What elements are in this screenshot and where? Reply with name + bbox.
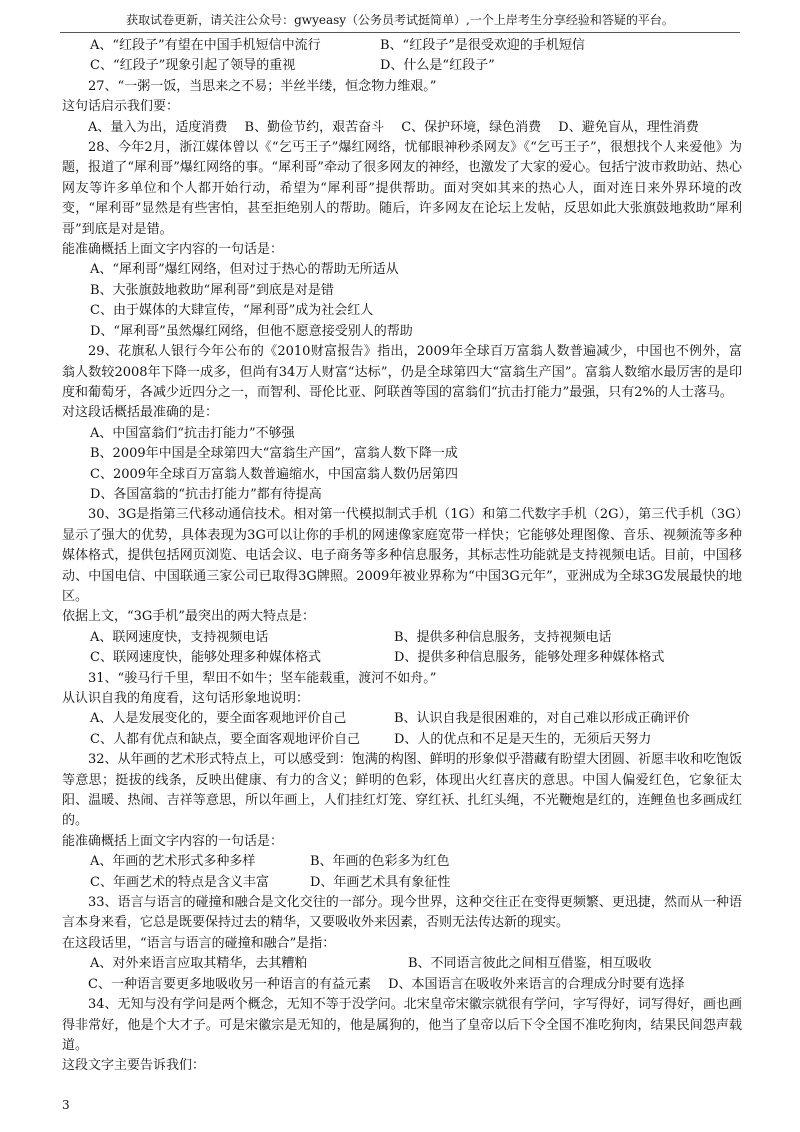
- option-a: A、年画的艺术形式多种多样: [90, 854, 256, 870]
- option-row: [62, 36, 742, 56]
- option-d: D、本国语言在吸收外来语言的合理成分时要有选择: [388, 976, 685, 992]
- option-d: D、提供多种信息服务，能够处理多种媒体格式: [394, 650, 665, 666]
- question-28-stem: 能准确概括上面文字内容的一句话是：: [62, 242, 284, 258]
- question-32: 32、从年画的艺术形式特点上，可以感受到：饱满的构图、鲜明的形象似乎潜藏有盼望大团圆、祈愿丰收和吃饱饭等意思；挺拔的线条，反映出健康、有力的含义；鲜明的色彩，体现出火红喜庆的意思。中国人偏爱红色，它象征太阳、温暖、热闹、吉祥等意思，所以年画上，人们挂红灯笼、穿红袄、扎红头绳，不光鞭炮是红的，连鲤鱼也多画成红的。: [62, 752, 742, 829]
- question-31-stem: 从认识自我的角度看，这句话形象地说明：: [62, 691, 310, 706]
- question-29-stem: 对这段话概括最准确的是：: [62, 405, 219, 421]
- option-a: A、联网速度快，支持视频电话: [90, 629, 269, 645]
- question-33-options-cd: [62, 975, 742, 995]
- question-27-options: A、量入为出，适度消费 B、勤俭节约，艰苦奋斗 C、保护环境，绿色消费 D、避免盲从，理性消费: [88, 119, 699, 135]
- question-32-stem: 能准确概括上面文字内容的一句话是：: [62, 833, 284, 849]
- document-body: [62, 36, 742, 1077]
- option-d: D、各国富翁的“抗击打能力”都有待提高: [90, 486, 322, 502]
- question-30: 30、3G是指第三代移动通信技术。相对第一代模拟制式手机（1G）和第二代数字手机（2G），第三代手机（3G）显示了强大的优势，具体表现为3G可以让你的手机的网速像家庭宽带一样快；它能够处理图像、音乐、视频流等多种媒体格式，提供包括网页浏览、电话会议、电子商务等多种信息服务，其标志性功能就是支持视频电话。目前，中国移动、中国电信、中国联通三家公司已取得3G牌照。2009年被业界称为“中国3G元年”，亚洲成为全球3G发展最快的地区。: [62, 507, 742, 604]
- option-d: D、什么是“红段子”: [380, 58, 495, 74]
- option-a: A、“红段子”有望在中国手机短信中流行: [90, 38, 321, 53]
- option-row: [62, 873, 742, 893]
- option-b: B、年画的色彩多为红色: [310, 854, 450, 870]
- question-31: 31、“骏马行千里，犁田不如牛；坚车能载重，渡河不如舟。”: [88, 670, 437, 686]
- option-c: C、一种语言要更多地吸收另一种语言的有益元素: [88, 976, 371, 992]
- option-d: D、人的优点和不足是天生的，无须后天努力: [394, 731, 652, 747]
- option-row: [62, 709, 742, 729]
- option-row: [62, 852, 742, 872]
- option-c: C、2009年全球百万富翁人数普遍缩水，中国富翁人数仍居第四: [90, 466, 459, 482]
- option-b: B、2009年中国是全球第四大“富翁生产国”，富翁人数下降一成: [90, 446, 458, 462]
- option-row: [62, 648, 742, 668]
- option-b: B、认识自我是很困难的，对自己难以形成正确评价: [394, 711, 690, 727]
- page-header: 获取试卷更新，请关注公众号：gwyeasy（公务员考试挺简单）,一个上岸考生分享经验和答疑的平台。: [60, 10, 740, 33]
- question-33-stem: 在这段话里，“语言与语言的碰撞和融合”是指：: [62, 935, 336, 951]
- option-b: B、不同语言彼此之间相互借鉴，相互吸收: [408, 956, 652, 972]
- option-c: C、“红段子”现象引起了领导的重视: [90, 58, 296, 74]
- option-b: B、“红段子”是很受欢迎的手机短信: [380, 38, 585, 53]
- page-number: 3: [62, 1098, 70, 1112]
- question-34-stem: 这段文字主要告诉我们：: [62, 1058, 206, 1074]
- option-c: C、由于媒体的大肆宣传，“犀利哥”成为社会红人: [90, 303, 374, 319]
- option-c: C、人都有优点和缺点，要全面客观地评价自己: [90, 731, 360, 747]
- option-row: [62, 56, 742, 76]
- option-row: [62, 628, 742, 648]
- question-27-stem: 这句话启示我们要：: [62, 99, 180, 115]
- question-34: 34、无知与没有学问是两个概念，无知不等于没学问。北宋皇帝宋徽宗就很有学问，字写得好，词写得好，画也画得非常好，他是个大才子。可是宋徽宗是无知的，他是属狗的，他当了皇帝以后下令全国不准吃狗肉，结果民间怨声载道。: [62, 997, 742, 1053]
- question-28: 28、今年2月，浙江媒体曾以《“乞丐王子”爆红网络，忧郁眼神秒杀网友》《“乞丐王子”，很想找个人来爱他》为题，报道了“犀利哥”爆红网络的事。“犀利哥”牵动了很多网友的神经，也激发了大家的爱心。包括宁波市救助站、热心网友等许多单位和个人都开始行动，希望为“犀利哥”提供帮助。面对突如其来的热心人，面对连日来外界环境的改变，“犀利哥”显然是有些害怕，甚至拒绝别人的帮助。随后，许多网友在论坛上发帖，反思如此大张旗鼓地救助“犀利哥”到底是对是错。: [62, 140, 742, 237]
- question-33: 33、语言与语言的碰撞和融合是文化交往的一部分。现今世界，这种交往正在变得更频繁、更迅捷，然而从一种语言本身来看，它总是既要保持过去的精华，又要吸收外来因素，否则无法传达新的现实。: [62, 895, 742, 931]
- option-row: [62, 954, 742, 974]
- question-29: 29、花旗私人银行今年公布的《2010财富报告》指出，2009年全球百万富翁人数普遍减少，中国也不例外，富翁人数较2008年下降一成多，但尚有34万人财富“达标”，仍是全球第四大“富翁生产国”。富翁人数缩水最厉害的是印度和葡萄牙，各减少近四分之一，而智利、哥伦比亚、阿联酋等国的富翁们“抗击打能力”最强，只有2%的人士落马。: [62, 344, 742, 400]
- question-30-stem: 依据上文，“3G手机”最突出的两大特点是：: [62, 609, 315, 625]
- option-a: A、中国富翁们“抗击打能力”不够强: [90, 425, 295, 441]
- option-b: B、提供多种信息服务，支持视频电话: [394, 629, 612, 645]
- option-b: B、大张旗鼓地救助“犀利哥”到底是对是错: [90, 282, 334, 298]
- option-a: A、人是发展变化的，要全面客观地评价自己: [90, 711, 347, 727]
- option-row: [62, 730, 742, 750]
- option-d: D、“犀利哥”虽然爆红网络，但他不愿意接受别人的帮助: [90, 323, 413, 339]
- question-27: 27、“一粥一饭，当思来之不易；半丝半缕，恒念物力维艰。”: [88, 78, 437, 94]
- option-d: D、年画艺术具有象征性: [310, 874, 451, 890]
- option-a: A、“犀利哥”爆红网络，但对过于热心的帮助无所适从: [90, 262, 399, 278]
- option-a: A、对外来语言应取其精华，去其糟粕: [90, 956, 308, 972]
- option-c: C、联网速度快，能够处理多种媒体格式: [90, 650, 321, 666]
- option-c: C、年画艺术的特点是含义丰富: [90, 874, 269, 890]
